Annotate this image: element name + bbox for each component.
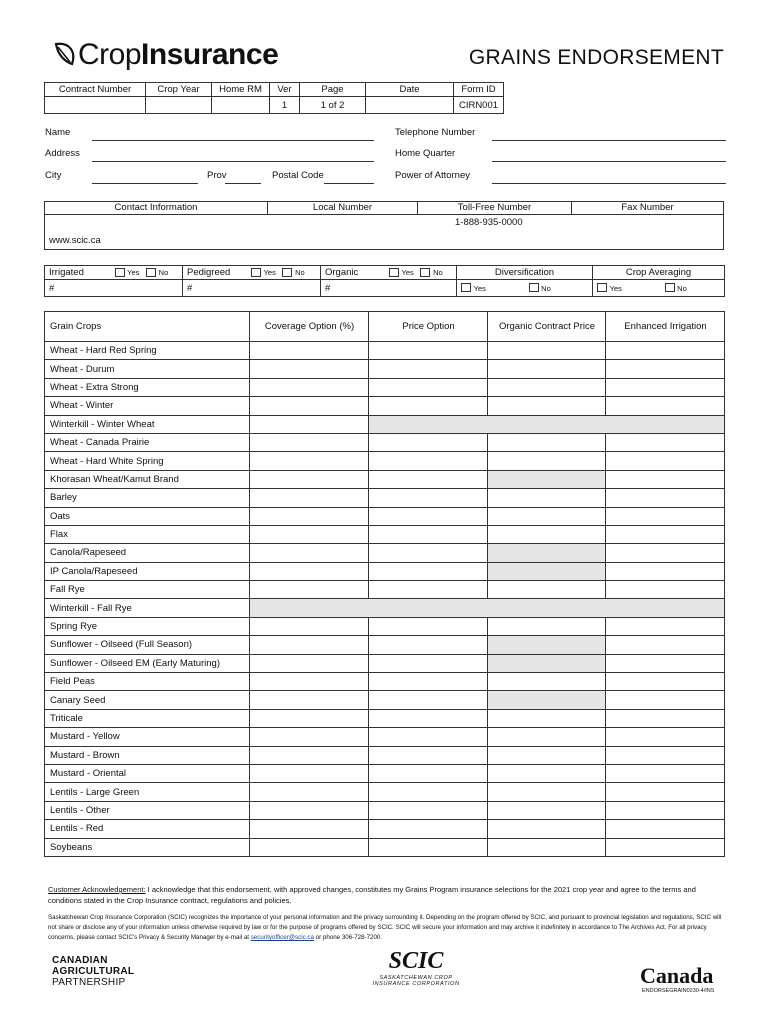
crop-option-cell[interactable] bbox=[488, 728, 606, 746]
crop-option-cell[interactable] bbox=[606, 562, 725, 580]
irrigated-yes-label: Yes bbox=[127, 267, 140, 277]
crop-option-cell[interactable] bbox=[250, 562, 369, 580]
crop-name: Triticale bbox=[45, 709, 250, 727]
page-header: Page bbox=[300, 83, 366, 97]
crop-option-cell[interactable] bbox=[250, 636, 369, 654]
crop-option-cell[interactable] bbox=[369, 525, 488, 543]
crop-row bbox=[45, 599, 725, 617]
crop-averaging-no-checkbox[interactable] bbox=[665, 283, 675, 292]
pedigreed-yes-checkbox[interactable] bbox=[251, 268, 261, 277]
city-field[interactable] bbox=[92, 183, 198, 184]
crop-option-cell[interactable] bbox=[369, 709, 488, 727]
crop-option-cell[interactable] bbox=[250, 360, 369, 378]
crop-option-cell[interactable] bbox=[250, 654, 369, 672]
diversification-header: Diversification bbox=[457, 266, 593, 280]
crop-option-cell[interactable] bbox=[369, 378, 488, 396]
crop-option-cell[interactable] bbox=[369, 433, 488, 451]
form-id-value: CIRN001 bbox=[454, 97, 504, 114]
crop-row bbox=[45, 654, 725, 672]
enhanced-irrigation-header: Enhanced Irrigation bbox=[606, 312, 725, 342]
crop-row bbox=[45, 378, 725, 396]
crop-option-cell[interactable] bbox=[250, 764, 369, 782]
crop-option-cell[interactable] bbox=[250, 691, 369, 709]
crop-option-cell[interactable] bbox=[606, 801, 725, 819]
crop-row bbox=[45, 397, 725, 415]
cap-line-1: CANADIAN bbox=[52, 955, 108, 966]
crop-row bbox=[45, 562, 725, 580]
crop-option-cell[interactable] bbox=[488, 342, 606, 360]
canada-wordmark: Canada bbox=[640, 963, 714, 988]
not-applicable-cell bbox=[488, 654, 606, 672]
page-value: 1 of 2 bbox=[300, 97, 366, 114]
crop-option-cell[interactable] bbox=[250, 709, 369, 727]
crop-name: Fall Rye bbox=[45, 581, 250, 599]
coverage-option-header: Coverage Option (%) bbox=[250, 312, 369, 342]
pedigreed-number[interactable]: # bbox=[183, 280, 321, 297]
crop-name: Winterkill - Winter Wheat bbox=[45, 415, 250, 433]
crop-option-cell[interactable] bbox=[369, 636, 488, 654]
home-rm-field[interactable] bbox=[212, 97, 270, 114]
crop-name: Mustard - Brown bbox=[45, 746, 250, 764]
crop-row bbox=[45, 764, 725, 782]
crop-option-cell[interactable] bbox=[488, 378, 606, 396]
prov-field[interactable] bbox=[225, 183, 261, 184]
irrigated-label: Irrigated bbox=[49, 267, 84, 278]
crop-option-cell[interactable] bbox=[606, 728, 725, 746]
crop-name: Spring Rye bbox=[45, 617, 250, 635]
contact-info-header: Contact Information bbox=[45, 202, 268, 214]
crop-option-cell[interactable] bbox=[488, 673, 606, 691]
postal-code-field[interactable] bbox=[324, 183, 374, 184]
toll-free-header: Toll-Free Number bbox=[418, 202, 572, 214]
ver-value: 1 bbox=[270, 97, 300, 114]
crop-year-field[interactable] bbox=[146, 97, 212, 114]
organic-cell bbox=[321, 266, 457, 280]
pedigreed-label: Pedigreed bbox=[187, 267, 231, 278]
crop-option-cell[interactable] bbox=[369, 470, 488, 488]
diversification-no-checkbox[interactable] bbox=[529, 283, 539, 292]
crop-name: Sunflower - Oilseed (Full Season) bbox=[45, 636, 250, 654]
crop-averaging-no-label: No bbox=[677, 283, 687, 293]
website: www.scic.ca bbox=[49, 235, 101, 246]
crop-option-cell[interactable] bbox=[250, 783, 369, 801]
diversification-no-label: No bbox=[541, 283, 551, 293]
crop-averaging-yes-checkbox[interactable] bbox=[597, 283, 607, 292]
crop-name: Wheat - Winter bbox=[45, 397, 250, 415]
crop-name: Barley bbox=[45, 489, 250, 507]
crop-option-cell[interactable] bbox=[488, 360, 606, 378]
pedigreed-yes-label: Yes bbox=[263, 267, 276, 277]
crop-name: Soybeans bbox=[45, 838, 250, 856]
crop-option-cell[interactable] bbox=[488, 581, 606, 599]
crop-row bbox=[45, 617, 725, 635]
crop-row bbox=[45, 581, 725, 599]
crop-option-cell[interactable] bbox=[250, 801, 369, 819]
crop-name: IP Canola/Rapeseed bbox=[45, 562, 250, 580]
crop-name: Lentils - Other bbox=[45, 801, 250, 819]
cap-line-2: AGRICULTURAL bbox=[52, 966, 135, 977]
date-header: Date bbox=[366, 83, 454, 97]
crop-option-cell[interactable] bbox=[250, 342, 369, 360]
crop-name: Khorasan Wheat/Kamut Brand bbox=[45, 470, 250, 488]
canadian-agricultural-partnership-logo bbox=[52, 955, 162, 988]
telephone-field[interactable] bbox=[492, 140, 726, 141]
crop-option-cell[interactable] bbox=[369, 746, 488, 764]
crop-option-cell[interactable] bbox=[250, 820, 369, 838]
crop-option-cell[interactable] bbox=[606, 673, 725, 691]
crop-row bbox=[45, 709, 725, 727]
scic-subtitle: SASKATCHEWAN CROP INSURANCE CORPORATION bbox=[372, 975, 460, 987]
diversification-yes-label: Yes bbox=[473, 283, 486, 293]
crop-name: Canola/Rapeseed bbox=[45, 544, 250, 562]
crop-option-cell[interactable] bbox=[606, 709, 725, 727]
crop-row bbox=[45, 525, 725, 543]
crop-option-cell[interactable] bbox=[369, 764, 488, 782]
organic-contract-price-header: Organic Contract Price bbox=[488, 312, 606, 342]
crop-option-cell[interactable] bbox=[369, 360, 488, 378]
crop-insurance-logo bbox=[52, 38, 278, 72]
crop-option-cell[interactable] bbox=[606, 544, 725, 562]
crop-option-cell[interactable] bbox=[250, 433, 369, 451]
irrigated-cell bbox=[45, 266, 183, 280]
crop-name: Canary Seed bbox=[45, 691, 250, 709]
crop-option-cell[interactable] bbox=[250, 617, 369, 635]
leaf-icon bbox=[52, 40, 78, 70]
privacy-email-link[interactable]: securityofficer@scic.ca bbox=[250, 934, 314, 941]
telephone-label: Telephone Number bbox=[395, 127, 476, 138]
crop-row bbox=[45, 783, 725, 801]
power-of-attorney-field[interactable] bbox=[492, 183, 726, 184]
ack-text: I acknowledge that this endorsement, with approved changes, constitutes my Grains Program insurance selections for the 2021 crop year and agree to the terms and conditions stated in the Crop Insurance contract, regulations and policies. bbox=[48, 885, 696, 905]
grain-crops-table bbox=[44, 311, 725, 857]
crop-row bbox=[45, 360, 725, 378]
crop-option-cell[interactable] bbox=[606, 820, 725, 838]
crop-option-cell[interactable] bbox=[250, 378, 369, 396]
form-id-header: Form ID bbox=[454, 83, 504, 97]
crop-name: Mustard - Yellow bbox=[45, 728, 250, 746]
organic-number[interactable]: # bbox=[321, 280, 457, 297]
crop-option-cell[interactable] bbox=[606, 470, 725, 488]
pedigreed-cell bbox=[183, 266, 321, 280]
crop-option-cell[interactable] bbox=[488, 709, 606, 727]
crop-option-cell[interactable] bbox=[250, 470, 369, 488]
crop-option-cell[interactable] bbox=[606, 636, 725, 654]
crop-option-cell[interactable] bbox=[250, 728, 369, 746]
date-field[interactable] bbox=[366, 97, 454, 114]
grain-crops-header: Grain Crops bbox=[45, 312, 250, 342]
crop-option-cell[interactable] bbox=[250, 673, 369, 691]
crop-row bbox=[45, 673, 725, 691]
crop-option-cell[interactable] bbox=[488, 838, 606, 856]
toll-free-number: 1-888-935-0000 bbox=[455, 217, 523, 228]
crop-name: Wheat - Hard White Spring bbox=[45, 452, 250, 470]
crop-option-cell[interactable] bbox=[369, 654, 488, 672]
not-applicable-cell bbox=[488, 544, 606, 562]
crop-averaging-choice bbox=[593, 280, 725, 297]
crop-name: Field Peas bbox=[45, 673, 250, 691]
contract-number-field[interactable] bbox=[45, 97, 146, 114]
crop-option-cell[interactable] bbox=[488, 397, 606, 415]
city-label: City bbox=[45, 170, 62, 181]
contact-box bbox=[44, 201, 724, 250]
local-number-header: Local Number bbox=[268, 202, 418, 214]
not-applicable-cell bbox=[488, 636, 606, 654]
crop-name: Lentils - Red bbox=[45, 820, 250, 838]
form-code: ENDORSEGRAIN0230-4/INS bbox=[642, 988, 715, 994]
not-applicable-cell bbox=[369, 415, 725, 433]
options-table bbox=[44, 265, 725, 297]
crop-averaging-yes-label: Yes bbox=[609, 283, 622, 293]
crop-averaging-header: Crop Averaging bbox=[593, 266, 725, 280]
organic-no-label: No bbox=[433, 267, 443, 277]
crop-option-cell[interactable] bbox=[488, 433, 606, 451]
crop-option-cell[interactable] bbox=[606, 507, 725, 525]
crop-row bbox=[45, 489, 725, 507]
diversification-yes-checkbox[interactable] bbox=[461, 283, 471, 292]
crop-option-cell[interactable] bbox=[369, 562, 488, 580]
crop-option-cell[interactable] bbox=[250, 489, 369, 507]
crop-option-cell[interactable] bbox=[488, 801, 606, 819]
price-option-header: Price Option bbox=[369, 312, 488, 342]
address-field[interactable] bbox=[92, 161, 374, 162]
home-rm-header: Home RM bbox=[212, 83, 270, 97]
crop-option-cell[interactable] bbox=[250, 507, 369, 525]
organic-label: Organic bbox=[325, 267, 359, 278]
ack-label: Customer Acknowledgement: bbox=[48, 885, 146, 894]
crop-name: Winterkill - Fall Rye bbox=[45, 599, 250, 617]
crop-name: Mustard - Oriental bbox=[45, 764, 250, 782]
irrigated-no-checkbox[interactable] bbox=[146, 268, 156, 277]
pedigreed-no-checkbox[interactable] bbox=[282, 268, 292, 277]
home-quarter-field[interactable] bbox=[492, 161, 726, 162]
crop-option-cell[interactable] bbox=[606, 525, 725, 543]
brand-bold: Insurance bbox=[141, 38, 279, 71]
crop-name: Wheat - Durum bbox=[45, 360, 250, 378]
diversification-choice bbox=[457, 280, 593, 297]
crop-row bbox=[45, 801, 725, 819]
contract-info-table bbox=[44, 82, 504, 114]
address-label: Address bbox=[45, 148, 80, 159]
crop-option-cell[interactable] bbox=[488, 525, 606, 543]
organic-no-checkbox[interactable] bbox=[420, 268, 430, 277]
crop-row bbox=[45, 507, 725, 525]
crop-option-cell[interactable] bbox=[606, 581, 725, 599]
ver-header: Ver bbox=[270, 83, 300, 97]
crop-option-cell[interactable] bbox=[250, 415, 369, 433]
crop-option-cell[interactable] bbox=[250, 452, 369, 470]
customer-acknowledgement bbox=[48, 884, 724, 906]
crop-option-cell[interactable] bbox=[606, 838, 725, 856]
crop-row bbox=[45, 691, 725, 709]
crop-row bbox=[45, 728, 725, 746]
crop-name: Sunflower - Oilseed EM (Early Maturing) bbox=[45, 654, 250, 672]
crop-option-cell[interactable] bbox=[369, 452, 488, 470]
prov-label: Prov bbox=[207, 170, 227, 181]
crop-option-cell[interactable] bbox=[250, 746, 369, 764]
pedigreed-no-label: No bbox=[295, 267, 305, 277]
crop-option-cell[interactable] bbox=[606, 489, 725, 507]
not-applicable-cell bbox=[250, 599, 725, 617]
crop-option-cell[interactable] bbox=[488, 764, 606, 782]
crop-option-cell[interactable] bbox=[606, 452, 725, 470]
crop-option-cell[interactable] bbox=[250, 544, 369, 562]
form-title: GRAINS ENDORSEMENT bbox=[468, 46, 724, 69]
organic-yes-label: Yes bbox=[401, 267, 414, 277]
crop-option-cell[interactable] bbox=[369, 838, 488, 856]
irrigated-yes-checkbox[interactable] bbox=[115, 268, 125, 277]
crop-option-cell[interactable] bbox=[606, 433, 725, 451]
crop-option-cell[interactable] bbox=[250, 525, 369, 543]
crop-option-cell[interactable] bbox=[369, 342, 488, 360]
power-of-attorney-label: Power of Attorney bbox=[395, 170, 470, 181]
scic-wordmark: SCIC bbox=[388, 948, 444, 974]
not-applicable-cell bbox=[488, 562, 606, 580]
not-applicable-cell bbox=[488, 691, 606, 709]
crop-year-header: Crop Year bbox=[146, 83, 212, 97]
crop-option-cell[interactable] bbox=[488, 783, 606, 801]
crop-name: Lentils - Large Green bbox=[45, 783, 250, 801]
crop-option-cell[interactable] bbox=[369, 489, 488, 507]
crop-name: Wheat - Extra Strong bbox=[45, 378, 250, 396]
crop-option-cell[interactable] bbox=[369, 820, 488, 838]
crop-row bbox=[45, 838, 725, 856]
crop-option-cell[interactable] bbox=[369, 397, 488, 415]
crop-option-cell[interactable] bbox=[250, 838, 369, 856]
crop-row bbox=[45, 544, 725, 562]
crop-row bbox=[45, 470, 725, 488]
crop-option-cell[interactable] bbox=[606, 378, 725, 396]
not-applicable-cell bbox=[488, 470, 606, 488]
irrigated-no-label: No bbox=[158, 267, 169, 277]
crop-option-cell[interactable] bbox=[488, 746, 606, 764]
crop-option-cell[interactable] bbox=[606, 746, 725, 764]
crop-option-cell[interactable] bbox=[369, 673, 488, 691]
brand-light: Crop bbox=[78, 38, 142, 71]
crop-row bbox=[45, 342, 725, 360]
contract-number-header: Contract Number bbox=[45, 83, 146, 97]
crop-name: Flax bbox=[45, 525, 250, 543]
crop-name: Oats bbox=[45, 507, 250, 525]
crop-option-cell[interactable] bbox=[606, 360, 725, 378]
privacy-tail: or phone 306-728-7200. bbox=[313, 934, 383, 941]
organic-yes-checkbox[interactable] bbox=[389, 268, 399, 277]
crop-row bbox=[45, 636, 725, 654]
privacy-text: Saskatchewan Crop Insurance Corporation (SCIC) recognizes the importance of your personal information and the privacy surrounding it. Depending on the program offered by SCIC, and pursuant to provincial legislation and regulations, SCIC will not share or disclose any of your information unless otherwise required by law or for the purpose of programs offered by SCIC. SCIC will secure your information and may archive it indefinitely in accordance to The Archives Act. For all privacy concerns, please contact SCIC's Privacy & Security Manager by e-mail at bbox=[48, 914, 722, 941]
crop-option-cell[interactable] bbox=[606, 783, 725, 801]
crop-option-cell[interactable] bbox=[369, 581, 488, 599]
fax-number-header: Fax Number bbox=[621, 202, 674, 213]
irrigated-number[interactable]: # bbox=[45, 280, 183, 297]
crop-option-cell[interactable] bbox=[606, 691, 725, 709]
home-quarter-label: Home Quarter bbox=[395, 148, 456, 159]
crop-option-cell[interactable] bbox=[488, 452, 606, 470]
crop-option-cell[interactable] bbox=[250, 581, 369, 599]
crop-option-cell[interactable] bbox=[369, 544, 488, 562]
crop-row bbox=[45, 820, 725, 838]
crop-option-cell[interactable] bbox=[369, 728, 488, 746]
crop-option-cell[interactable] bbox=[369, 691, 488, 709]
name-field[interactable] bbox=[92, 140, 374, 141]
postal-code-label: Postal Code bbox=[272, 170, 324, 181]
crop-option-cell[interactable] bbox=[606, 397, 725, 415]
name-label: Name bbox=[45, 127, 71, 138]
crop-option-cell[interactable] bbox=[606, 617, 725, 635]
cap-line-3: PARTNERSHIP bbox=[52, 977, 126, 988]
crop-option-cell[interactable] bbox=[488, 507, 606, 525]
crop-option-cell[interactable] bbox=[606, 764, 725, 782]
crop-option-cell[interactable] bbox=[606, 654, 725, 672]
crop-option-cell[interactable] bbox=[369, 783, 488, 801]
crop-option-cell[interactable] bbox=[369, 507, 488, 525]
crop-row bbox=[45, 433, 725, 451]
crop-option-cell[interactable] bbox=[488, 617, 606, 635]
crop-row bbox=[45, 452, 725, 470]
crop-name: Wheat - Hard Red Spring bbox=[45, 342, 250, 360]
crop-option-cell[interactable] bbox=[369, 617, 488, 635]
crop-option-cell[interactable] bbox=[488, 820, 606, 838]
crop-name: Wheat - Canada Prairie bbox=[45, 433, 250, 451]
crop-option-cell[interactable] bbox=[488, 489, 606, 507]
privacy-statement bbox=[48, 913, 724, 943]
crop-option-cell[interactable] bbox=[250, 397, 369, 415]
crop-row bbox=[45, 746, 725, 764]
crop-option-cell[interactable] bbox=[606, 342, 725, 360]
crop-option-cell[interactable] bbox=[369, 801, 488, 819]
crop-row bbox=[45, 415, 725, 433]
scic-logo bbox=[366, 948, 466, 987]
